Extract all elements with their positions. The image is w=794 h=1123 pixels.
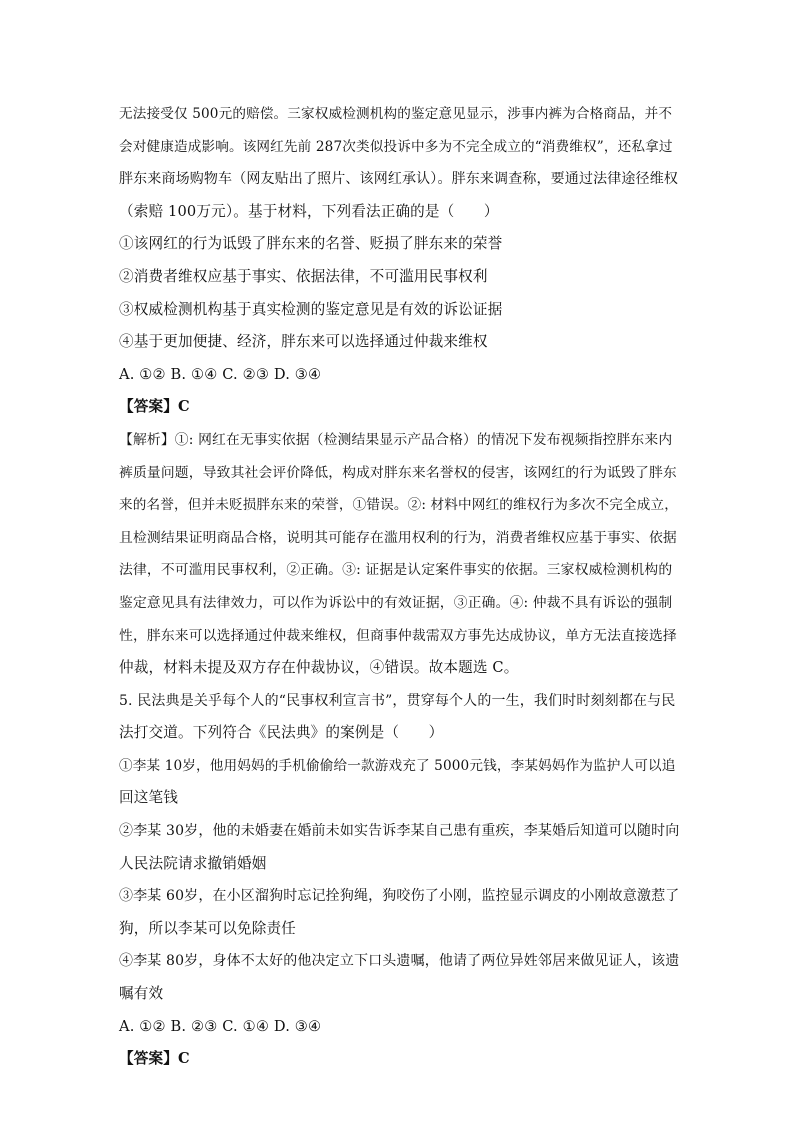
text-line: 回这笔钱 xyxy=(119,789,178,807)
question-text-body xyxy=(119,98,679,1076)
text-line: ③李某 60岁，在小区溜狗时忘记拴狗绳，狗咬伤了小刚，监控显示调皮的小刚故意激惹了 xyxy=(119,888,680,905)
text-line: 人民法院请求撤销婚姻 xyxy=(119,854,267,872)
text-line: 会对健康造成影响。该网红先前 287次类似投诉中多为不完全成立的“消费维权”，还私拿过 xyxy=(119,138,673,155)
text-line: A. ①② B. ②③ C. ①④ D. ③④ xyxy=(119,1017,322,1035)
text-line: 无法接受仅 500元的赔偿。三家权威检测机构的鉴定意见显示，涉事内裤为合格商品，并不 xyxy=(119,106,673,122)
text-line: 且检测结果证明商品合格，说明其可能存在滥用权利的行为，消费者维权应基于事实、依据 xyxy=(119,529,677,546)
text-line: 性，胖东来可以选择通过仲裁来维权，但商事仲裁需双方事先达成协议，单方无法直接选择 xyxy=(119,627,677,644)
text-line: ①李某 10岁，他用妈妈的手机偷偷给一款游戏充了 5000元钱，李某妈妈作为监护人可以追 xyxy=(119,757,676,774)
text-line: ④基于更加便捷、经济，胖东来可以选择通过仲裁来维权 xyxy=(119,333,488,351)
text-line: 法律，不可滥用民事权利，②正确。③: 证据是认定案件事实的依据。三家权威检测机构的 xyxy=(119,562,673,579)
text-line: 来的名誉，但并未贬损胖东来的荣誉，①错误。②: 材料中网红的维权行为多次不完全成立， xyxy=(119,497,678,514)
text-line: ②消费者维权应基于事实、依据法律，不可滥用民事权利 xyxy=(119,267,488,285)
text-line: 嘱有效 xyxy=(119,985,164,1003)
text-line: 胖东来商场购物车（网友贴出了照片、该网红承认）。胖东来调查称，要通过法律途径维权 xyxy=(119,171,678,188)
text-line: 【解析】①: 网红在无事实依据（检测结果显示产品合格）的情况下发布视频指控胖东来内 xyxy=(119,431,673,448)
text-line: 法打交道。下列符合《民法典》的案例是（ ） xyxy=(119,724,444,742)
text-line: ②李某 30岁，他的未婚妻在婚前未如实告诉李某自己患有重疾，李某婚后知道可以随时向 xyxy=(119,823,680,840)
text-line: ③权威检测机构基于真实检测的鉴定意见是有效的诉讼证据 xyxy=(119,300,503,318)
text-line: 5. 民法典是关乎每个人的“民事权利宣言书”，贯穿每个人的一生，我们时时刻刻都在与民 xyxy=(119,692,676,709)
text-line: A. ①② B. ①④ C. ②③ D. ③④ xyxy=(119,365,322,383)
text-line: 鉴定意见具有法律效力，可以作为诉讼中的有效证据，③正确。④: 仲裁不具有诉讼的强制 xyxy=(119,594,673,611)
text-line: 【答案】C xyxy=(119,398,190,416)
text-line: 狗，所以李某可以免除责任 xyxy=(119,919,296,937)
text-line: （索赔 100万元）。基于材料，下列看法正确的是（ ） xyxy=(119,202,499,220)
text-line: 仲裁，材料未提及双方存在仲裁协议，④错误。故本题选 C。 xyxy=(119,659,519,677)
text-line: 【答案】C xyxy=(119,1050,190,1068)
text-line: ①该网红的行为诋毁了胖东来的名誉、贬损了胖东来的荣誉 xyxy=(119,235,503,253)
text-line: 裤质量问题，导致其社会评价降低，构成对胖东来名誉权的侵害，该网红的行为诋毁了胖东 xyxy=(119,464,677,481)
text-line: ④李某 80岁，身体不太好的他决定立下口头遗嘱，他请了两位异姓邻居来做见证人，该遗 xyxy=(119,953,680,970)
